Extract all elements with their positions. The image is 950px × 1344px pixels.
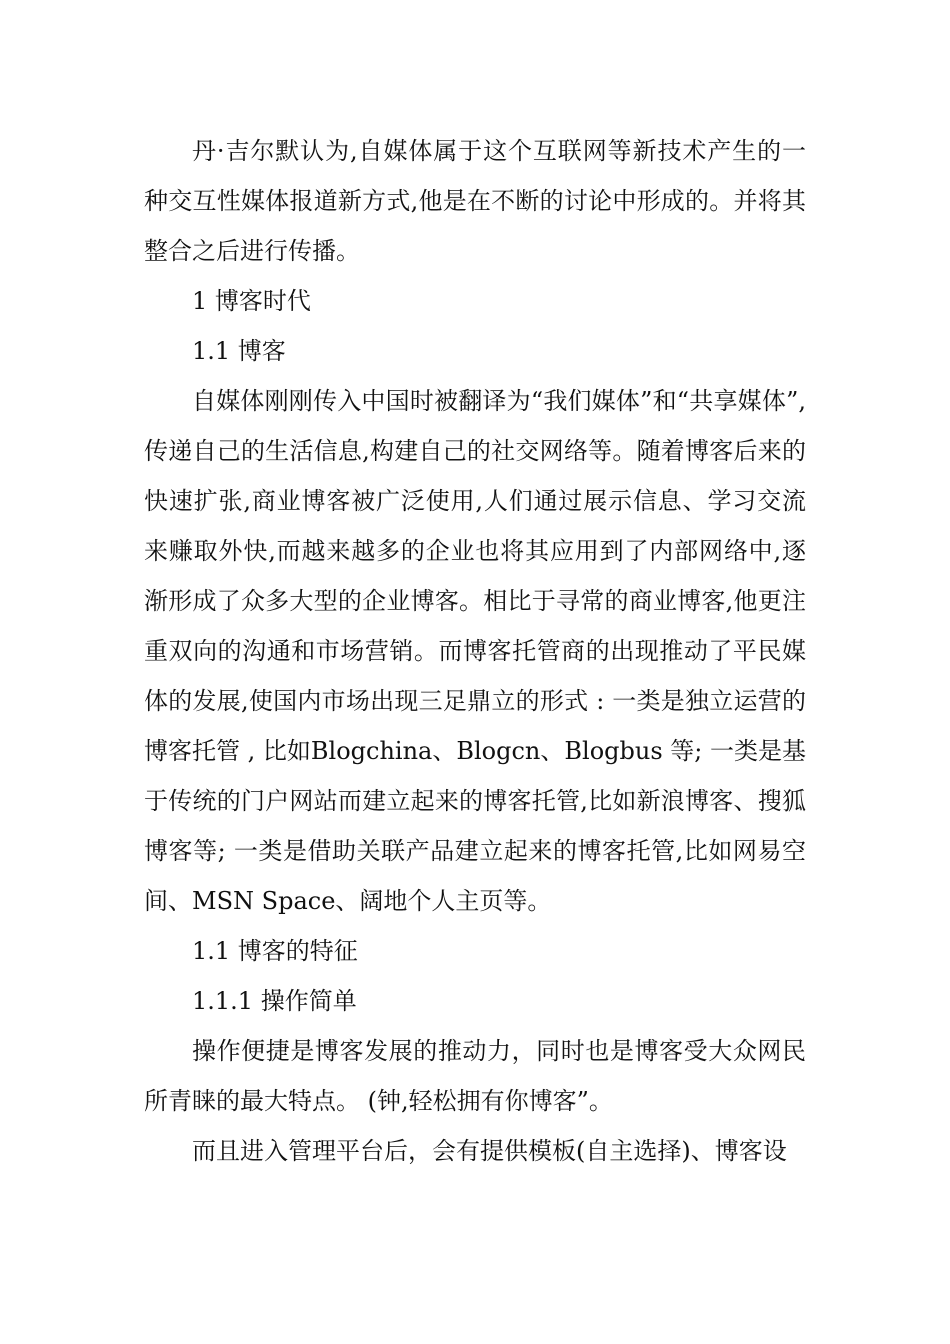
section-heading-blog-era: 1 博客时代 [192,287,311,315]
paragraph-management-platform: 而且进入管理平台后，会有提供模板(自主选择)、博客设 [192,1137,787,1165]
paragraph-blog-history: 自媒体刚刚传入中国时被翻译为“我们媒体”和“共享媒体”, 传递自己的生活信息,构建自己的社交网络等。随着博客后来的快速扩张,商业博客被广泛使用,人们通过展示信息、学习交流来赚取外快,而越来越多的企业也将其应用到了内部网络中,逐渐形成了众多大型的企业博客。相比于寻常的商业博客,他更注重双向的沟通和市场营销。而博客托管商的出现推动了平民媒体的发展,使国内市场出现三足鼎立的形式 : 一类是独立运营的博客托管 , 比如Blogchina、Blogcn、Blogbus 等; 一类是基于传统的门户网站而建立起来的博客托管,比如新浪博客、搜狐博客等; 一类是借助关联产品建立起来的博客托管,比如网易空间、MSN Space、阔地个人主页等。 [144,387,806,915]
subsection-heading-blog-features: 1.1 博客的特征 [192,937,358,965]
subsubsection-heading-simple-operation: 1.1.1 操作简单 [192,987,357,1015]
document-page [144,126,806,1176]
paragraph-intro: 丹·吉尔默认为,自媒体属于这个互联网等新技术产生的一种交互性媒体报道新方式,他是在不断的讨论中形成的。并将其整合之后进行传播。 [144,137,806,265]
paragraph-convenience: 操作便捷是博客发展的推动力，同时也是博客受大众网民所青睐的最大特点。 (钟,轻松拥有你博客”。 [144,1037,806,1115]
subsection-heading-blog: 1.1 博客 [192,337,286,365]
